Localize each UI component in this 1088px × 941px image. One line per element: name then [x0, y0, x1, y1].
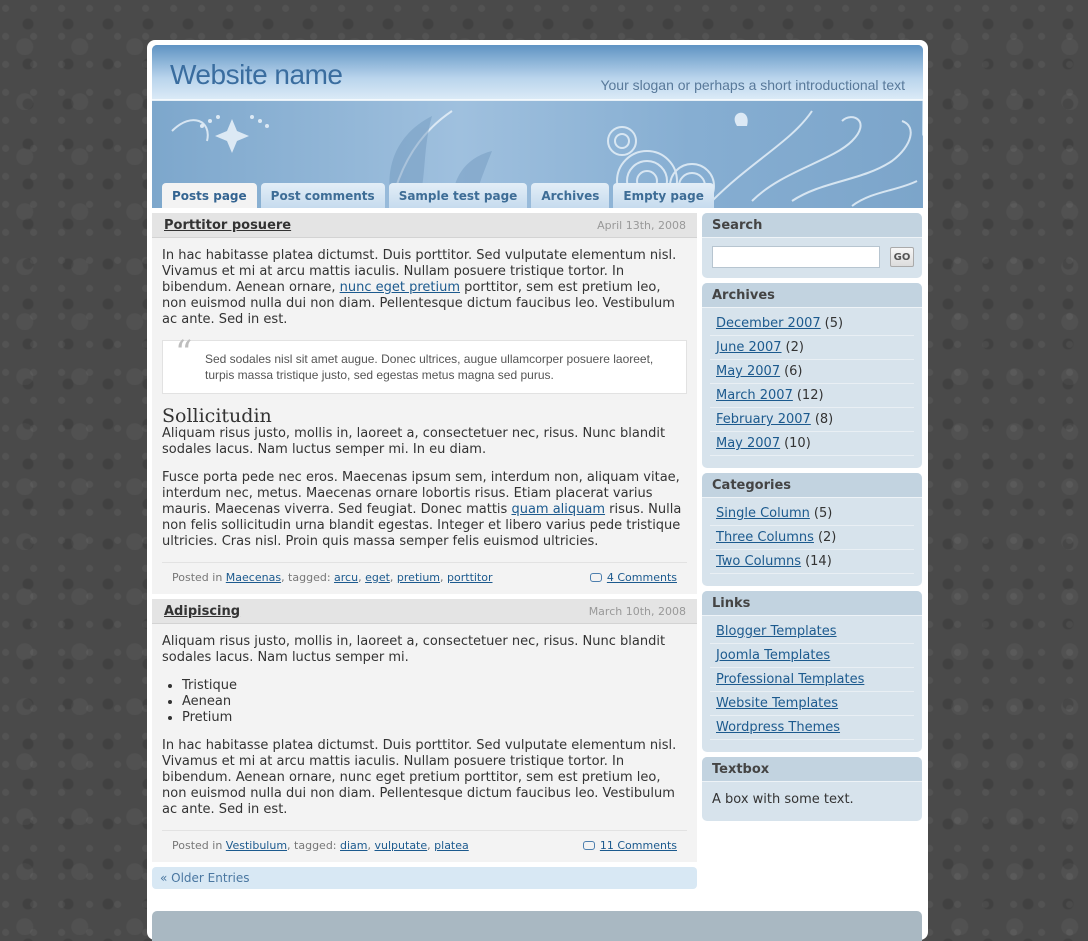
widget-title: Search: [702, 213, 922, 238]
external-link[interactable]: Professional Templates: [716, 672, 865, 687]
tag-link[interactable]: pretium: [396, 571, 441, 584]
list-item: [710, 644, 914, 668]
post: [152, 213, 697, 594]
archives-widget: [702, 283, 922, 468]
bullet-list: [182, 678, 687, 726]
comment-bubble-icon: [590, 573, 602, 582]
list-item: May 2007 (10): [710, 432, 914, 456]
archive-link[interactable]: February 2007: [716, 412, 811, 427]
footer-bar: [152, 911, 922, 941]
post-footer: Posted in Vestibulum, tagged: diam, vulputate, platea 11 Comments: [162, 830, 687, 862]
tag-link[interactable]: eget: [365, 571, 390, 584]
post-paragraph: In hac habitasse platea dictumst. Duis porttitor. Sed vulputate elementum nisl. Vivamus et mi at arcu mattis iaculis. Nullam posuere tristique tortor. In bibendum. Aenean ornare, nunc eget pretium porttitor, sem est pretium leo, non euismod nulla dui non diam. Pellentesque dictum faucibus leo. Vestibulum ac ante. Sed in est.: [162, 248, 677, 327]
archive-link[interactable]: May 2007: [716, 364, 781, 379]
tab-archives[interactable]: Archives: [531, 183, 609, 208]
post-body: [152, 238, 697, 550]
comments-link[interactable]: 11 Comments: [599, 839, 677, 852]
list-item: February 2007 (8): [710, 408, 914, 432]
site-header: [152, 45, 923, 208]
search-input[interactable]: [712, 246, 880, 268]
list-item: Single Column (5): [710, 502, 914, 526]
tag-link[interactable]: porttitor: [447, 571, 493, 584]
external-link[interactable]: Joomla Templates: [716, 648, 831, 663]
tab-posts-page[interactable]: Posts page: [162, 183, 257, 208]
tag-link[interactable]: vulputate: [374, 839, 428, 852]
list-item: • Aenean: [182, 694, 687, 710]
tab-post-comments[interactable]: Post comments: [261, 183, 385, 208]
external-link[interactable]: Blogger Templates: [716, 624, 837, 639]
links-widget: [702, 591, 922, 752]
list-item: [710, 668, 914, 692]
widget-title: Links: [702, 591, 922, 616]
category-link[interactable]: Three Columns: [716, 530, 814, 545]
textbox-content: A box with some text.: [712, 792, 854, 807]
tag-link[interactable]: arcu: [334, 571, 359, 584]
list-item: Two Columns (14): [710, 550, 914, 574]
category-link[interactable]: Two Columns: [716, 554, 802, 569]
post-subheading: Sollicitudin: [162, 405, 272, 427]
archive-link[interactable]: May 2007: [716, 436, 781, 451]
category-link[interactable]: Single Column: [716, 506, 810, 521]
list-item: May 2007 (6): [710, 360, 914, 384]
tag-link[interactable]: diam: [340, 839, 368, 852]
comments-link[interactable]: 4 Comments: [606, 571, 677, 584]
widget-title: Archives: [702, 283, 922, 308]
list-item: Three Columns (2): [710, 526, 914, 550]
quote-icon: “: [175, 333, 193, 373]
archive-link[interactable]: March 2007: [716, 388, 793, 403]
post-date: April 13th, 2008: [597, 218, 686, 232]
post: [152, 599, 697, 862]
older-entries-link[interactable]: « Older Entries: [152, 867, 697, 889]
page-container: [147, 40, 928, 940]
list-item: • Tristique: [182, 678, 687, 694]
inline-link[interactable]: nunc eget pretium: [339, 280, 461, 295]
list-item: [710, 620, 914, 644]
post-footer: Posted in Maecenas, tagged: arcu, eget, pretium, porttitor 4 Comments: [162, 562, 687, 594]
widget-title: Textbox: [702, 757, 922, 782]
post-paragraph: Aliquam risus justo, mollis in, laoreet a, consectetuer nec, risus. Nunc blandit sodales lacus. Nam luctus semper mi. In eu diam.: [162, 426, 666, 457]
list-item: March 2007 (12): [710, 384, 914, 408]
tab-empty-page[interactable]: Empty page: [613, 183, 713, 208]
post-paragraph: Fusce porta pede nec eros. Maecenas ipsum sem, interdum non, aliquam vitae, interdum nec, metus. Maecenas ornare lobortis risus. Etiam placerat varius mauris. Maecenas viverra. Sed feugiat. Donec mattis quam aliquam risus. Nulla non felis sollicitudin urna blandit egestas. Integer et libero varius pede tristique ultricies. Cras nisl. Proin quis massa semper felis euismod ultricies.: [162, 470, 682, 549]
post-body: [152, 624, 697, 818]
list-item: [710, 716, 914, 740]
blockquote: “ Sed sodales nisl sit amet augue. Donec ultrices, augue ullamcorper posuere laoreet, turpis massa tristique justo, sed egestas metus magna sed purus.: [162, 340, 687, 394]
post-header: [152, 599, 697, 624]
sidebar: [702, 213, 922, 826]
list-item: December 2007 (5): [710, 312, 914, 336]
list-item: [710, 692, 914, 716]
post-paragraph: Aliquam risus justo, mollis in, laoreet a, consectetuer nec, risus. Nunc blandit sodales lacus. Nam luctus semper mi.: [162, 634, 666, 665]
post-title-link[interactable]: Porttitor posuere: [164, 217, 292, 233]
list-item: June 2007 (2): [710, 336, 914, 360]
widget-title: Categories: [702, 473, 922, 498]
site-title[interactable]: Website name: [170, 59, 343, 90]
site-slogan: Your slogan or perhaps a short introductional text: [600, 77, 905, 93]
post-date: March 10th, 2008: [588, 604, 686, 618]
archive-link[interactable]: December 2007: [716, 316, 821, 331]
tag-link[interactable]: platea: [434, 839, 469, 852]
category-link[interactable]: Vestibulum: [225, 839, 288, 852]
archive-link[interactable]: June 2007: [716, 340, 782, 355]
list-item: • Pretium: [182, 710, 687, 726]
category-link[interactable]: Maecenas: [225, 571, 282, 584]
main-content: [152, 213, 697, 889]
post-header: [152, 213, 697, 238]
inline-link[interactable]: quam aliquam: [511, 502, 606, 517]
textbox-widget: [702, 757, 922, 821]
post-paragraph: In hac habitasse platea dictumst. Duis porttitor. Sed vulputate elementum nisl. Vivamus et mi at arcu mattis iaculis. Nullam posuere tristique tortor. In bibendum. Aenean ornare, nunc eget pretium porttitor, sem est pretium leo, non euismod nulla dui non diam. Pellentesque dictum faucibus leo. Vestibulum ac ante. Sed in est.: [162, 738, 677, 817]
tab-sample-test-page[interactable]: Sample test page: [389, 183, 528, 208]
categories-widget: [702, 473, 922, 586]
external-link[interactable]: Wordpress Themes: [716, 720, 841, 735]
post-title-link[interactable]: Adipiscing: [164, 603, 241, 619]
main-nav: [162, 183, 714, 208]
search-go-button[interactable]: GO: [890, 247, 914, 267]
search-widget: [702, 213, 922, 278]
comment-bubble-icon: [583, 841, 595, 850]
external-link[interactable]: Website Templates: [716, 696, 839, 711]
